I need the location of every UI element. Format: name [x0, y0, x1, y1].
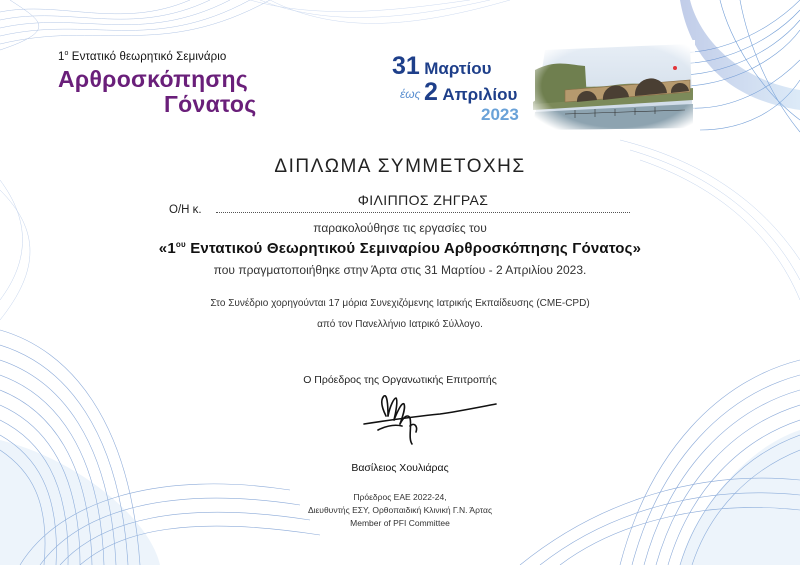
seminar-title-line1: Αρθροσκόπησης	[58, 66, 249, 92]
recipient-prefix: Ο/Η κ.	[169, 204, 202, 216]
signature-icon	[360, 386, 500, 454]
seminar-title-line2: Γόνατος	[164, 91, 257, 117]
date-start: 31 Μαρτίου	[392, 52, 492, 80]
signatory-name: Βασίλειος Χουλιάρας	[351, 462, 449, 474]
signatory-role: Ο Πρόεδρος της Οργανωτικής Επιτροπής	[303, 374, 497, 386]
signatory-affiliation-line1: Πρόεδρος ΕΑΕ 2022-24,	[353, 492, 447, 502]
date-year: 2023	[481, 105, 519, 124]
date-connector: έως	[400, 87, 421, 101]
credits-line1: Στο Συνέδριο χορηγούνται 17 μόρια Συνεχιζόμενης Ιατρικής Εκπαίδευσης (CME-CPD)	[210, 298, 590, 309]
date-end: 2 Απριλίου	[424, 78, 518, 106]
recipient-name: ΦΙΛΙΠΠΟΣ ΖΗΓΡΑΣ	[357, 192, 489, 208]
bridge-photo-icon	[525, 40, 695, 132]
held-text: που πραγματοποιήθηκε στην Άρτα στις 31 Μαρτίου - 2 Απριλίου 2023.	[213, 263, 587, 277]
certificate-heading: ΔΙΠΛΩΜΑ ΣΥΜΜΕΤΟΧΗΣ	[274, 156, 526, 177]
signatory-affiliation-line3: Member of PFI Committee	[350, 518, 450, 528]
followed-text: παρακολούθησε τις εργασίες του	[313, 221, 487, 235]
credits-line2: από τον Πανελλήνιο Ιατρικό Σύλλογο.	[317, 319, 483, 330]
recipient-dotted-line	[216, 212, 630, 213]
seminar-subtitle: $1^o$ Εντατικό θεωρητικό Σεμινάριο	[58, 50, 227, 63]
seminar-full-title: «$1^{o\upsilon}$ Εντατικού Θεωρητικού Σεμιναρίου Αρθροσκόπησης Γόνατος»	[158, 240, 642, 257]
signatory-affiliation-line2: Διευθυντής ΕΣΥ, Ορθοπαιδική Κλινική Γ.Ν. Άρτας	[307, 505, 493, 515]
